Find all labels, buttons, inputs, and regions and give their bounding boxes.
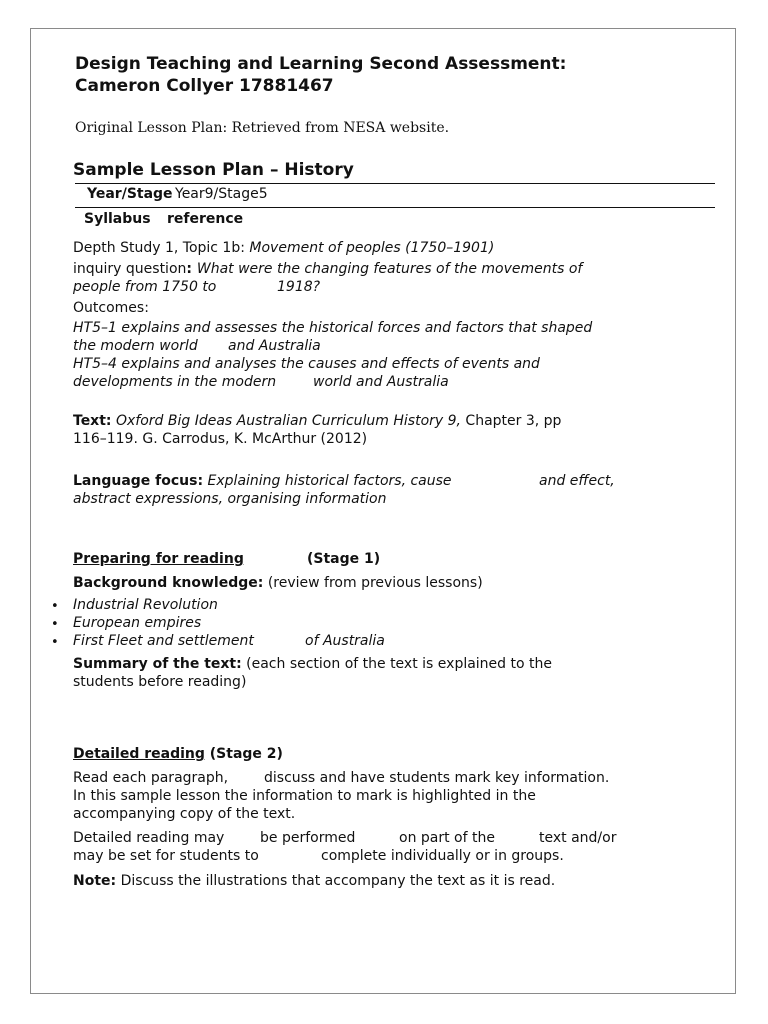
outcome-ht5-4-line2a: developments in the modern [73, 374, 277, 390]
detailed-p1-line1b: discuss and have students mark key information. [264, 770, 610, 786]
detailed-p2-line2a: may be set for students to [73, 848, 259, 864]
depth-study-line [73, 240, 494, 256]
inquiry-question-line2: people from 1750 to [73, 279, 217, 295]
summary-label: Summary of the text: [73, 656, 242, 672]
outcome-ht5-1-line2b: and Australia [228, 338, 321, 354]
depth-study-prefix: Depth Study 1, Topic 1b: [73, 240, 250, 256]
detailed-p1-line2: In this sample lesson the information to mark is highlighted in the [73, 788, 536, 804]
depth-study-topic: Movement of peoples (1750–1901) [249, 240, 495, 256]
outcome-ht5-4-line2b: world and Australia [313, 374, 449, 390]
inquiry-colon: : [186, 261, 197, 277]
text-book-title: Oxford Big Ideas Australian Curriculum History 9, [115, 413, 461, 429]
background-knowledge-line [73, 575, 483, 591]
document-page [30, 28, 736, 994]
detailed-p2-line1c: on part of the [399, 830, 495, 846]
inquiry-question-text: What were the changing features of the movements of [196, 261, 583, 277]
note-line [73, 873, 555, 889]
stage2-heading-line [73, 746, 283, 762]
detailed-p1-line1a: Read each paragraph, [73, 770, 229, 786]
detailed-p1-line3: accompanying copy of the text. [73, 806, 296, 822]
syllabus-label: Syllabus [84, 211, 151, 227]
outcome-ht5-1-line1: HT5–1 explains and assesses the historical forces and factors that shaped [73, 320, 593, 336]
bullet-item-1: Industrial Revolution [73, 597, 218, 613]
stage2-label: (Stage 2) [204, 746, 283, 762]
outcome-ht5-1-line2a: the modern world [73, 338, 198, 354]
text-reference-line1 [73, 413, 561, 429]
text-chapter: Chapter 3, pp [460, 413, 562, 429]
note-text: Discuss the illustrations that accompany the text as it is read. [116, 873, 556, 889]
lesson-plan-title: Sample Lesson Plan – History [73, 160, 354, 180]
bullet-item-3-tail: of Australia [305, 633, 385, 649]
bullet-item-2: European empires [73, 615, 202, 631]
background-knowledge-note: (review from previous lessons) [263, 575, 483, 591]
original-source-note: Original Lesson Plan: Retrieved from NESA website. [75, 120, 450, 136]
doc-title-line1: Design Teaching and Learning Second Assessment: [75, 54, 567, 74]
detailed-p2-line2b: complete individually or in groups. [321, 848, 564, 864]
bullet-item-3: First Fleet and settlement [73, 633, 254, 649]
detailed-p2-line1a: Detailed reading may [73, 830, 225, 846]
outcomes-label: Outcomes: [73, 300, 149, 316]
note-label: Note: [73, 873, 117, 889]
summary-line2: students before reading) [73, 674, 247, 690]
language-focus-text-a: Explaining historical factors, cause [207, 473, 452, 489]
summary-line1 [73, 656, 552, 672]
inquiry-question-line2-end: 1918? [277, 279, 321, 295]
stage1-label: (Stage 1) [307, 551, 381, 567]
language-focus-label: Language focus: [73, 473, 204, 489]
language-focus-line1 [73, 473, 452, 489]
bullet-marker: • [51, 617, 59, 632]
language-focus-line2: abstract expressions, organising information [73, 491, 387, 507]
stage2-heading: Detailed reading [73, 746, 205, 762]
rule-top [75, 183, 715, 184]
bullet-marker: • [51, 635, 59, 650]
detailed-p2-line1b: be performed [260, 830, 356, 846]
summary-text: (each section of the text is explained to the [241, 656, 552, 672]
background-knowledge-label: Background knowledge: [73, 575, 264, 591]
year-stage-value: Year9/Stage5 [175, 186, 268, 202]
stage1-heading: Preparing for reading [73, 551, 244, 567]
doc-title-line2: Cameron Collyer 17881467 [75, 76, 334, 96]
detailed-p2-line1d: text and/or [539, 830, 617, 846]
inquiry-question-line [73, 261, 582, 277]
language-focus-text-b: and effect, [539, 473, 615, 489]
year-stage-label: Year/Stage [87, 186, 173, 202]
bullet-marker: • [51, 599, 59, 614]
reference-label: reference [167, 211, 244, 227]
text-reference-line2: 116–119. G. Carrodus, K. McArthur (2012) [73, 431, 368, 447]
text-label: Text: [73, 413, 112, 429]
rule-middle [75, 207, 715, 208]
inquiry-label: inquiry question [73, 261, 187, 277]
outcome-ht5-4-line1: HT5–4 explains and analyses the causes and effects of events and [73, 356, 540, 372]
